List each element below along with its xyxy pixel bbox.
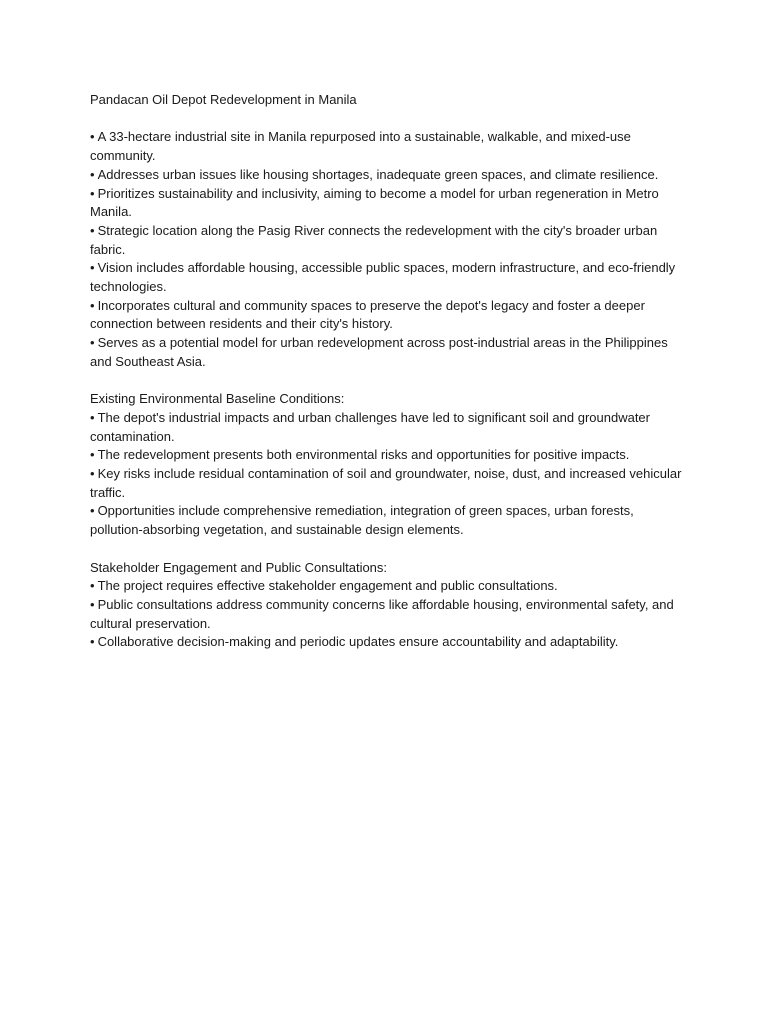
list-item-text: A 33-hectare industrial site in Manila repurposed into a sustainable, walkable, and mixed-use community. [90, 129, 631, 164]
bullet-glyph: • [90, 335, 95, 351]
bullet-glyph: • [90, 634, 95, 650]
list-item [90, 128, 682, 165]
bullet-glyph: • [90, 260, 95, 276]
bullet-glyph: • [90, 447, 95, 463]
stakeholder-bullet-list [90, 577, 682, 652]
environment-bullet-list [90, 409, 682, 540]
list-item-text: The project requires effective stakeholder engagement and public consultations. [97, 578, 558, 594]
list-item-text: Vision includes affordable housing, accessible public spaces, modern infrastructure, and eco-friendly technologies. [90, 260, 676, 295]
list-item-text: Strategic location along the Pasig River connects the redevelopment with the city's broader urban fabric. [90, 222, 658, 257]
list-item-text: Incorporates cultural and community spaces to preserve the depot's legacy and foster a deeper connection between residents and their city's history. [90, 297, 645, 332]
section-heading: Existing Environmental Baseline Conditions: [90, 391, 345, 407]
list-item-text: Public consultations address community concerns like affordable housing, environmental safety, and cultural preservation. [90, 596, 674, 631]
list-item-text: Serves as a potential model for urban redevelopment across post-industrial areas in the Philippines and Southeast Asia. [90, 335, 668, 369]
list-item [90, 297, 682, 334]
intro-section [90, 128, 682, 371]
document-title: Pandacan Oil Depot Redevelopment in Manila [90, 92, 357, 107]
list-item-text: Key risks include residual contamination of soil and groundwater, noise, dust, and increased vehicular traffic. [90, 466, 682, 500]
bullet-glyph: • [90, 166, 95, 182]
list-item [90, 185, 682, 222]
list-item-text: The redevelopment presents both environmental risks and opportunities for positive impacts. [97, 447, 630, 463]
bullet-glyph: • [90, 596, 95, 612]
bullet-glyph: • [90, 297, 95, 313]
list-item [90, 334, 682, 371]
environment-section [90, 390, 682, 540]
list-item-text: Opportunities include comprehensive remediation, integration of green spaces, urban forests, pollution-absorbing vegetation, and sustainable design elements. [90, 503, 634, 538]
list-item [90, 465, 682, 502]
list-item [90, 166, 682, 185]
list-item [90, 633, 682, 652]
bullet-glyph: • [90, 409, 95, 425]
list-item [90, 596, 682, 633]
list-item [90, 446, 682, 465]
bullet-glyph: • [90, 466, 95, 482]
section-heading: Stakeholder Engagement and Public Consultations: [90, 559, 388, 575]
list-item-text: Collaborative decision-making and periodic updates ensure accountability and adaptability. [97, 634, 619, 650]
list-item-text: Addresses urban issues like housing shortages, inadequate green spaces, and climate resilience. [97, 166, 659, 182]
bullet-glyph: • [90, 129, 95, 145]
intro-bullet-list [90, 128, 682, 371]
list-item [90, 502, 682, 539]
list-item-text: Prioritizes sustainability and inclusivity, aiming to become a model for urban regeneration in Metro Manila. [90, 185, 659, 220]
bullet-glyph: • [90, 222, 95, 238]
list-item-text: The depot's industrial impacts and urban challenges have led to significant soil and groundwater contamination. [90, 409, 650, 444]
bullet-glyph: • [90, 503, 95, 519]
list-item [90, 259, 682, 296]
stakeholder-section [90, 559, 682, 653]
list-item [90, 577, 682, 596]
list-item [90, 222, 682, 259]
document-body [90, 91, 682, 671]
bullet-glyph: • [90, 578, 95, 594]
bullet-glyph: • [90, 185, 95, 201]
list-item [90, 409, 682, 446]
